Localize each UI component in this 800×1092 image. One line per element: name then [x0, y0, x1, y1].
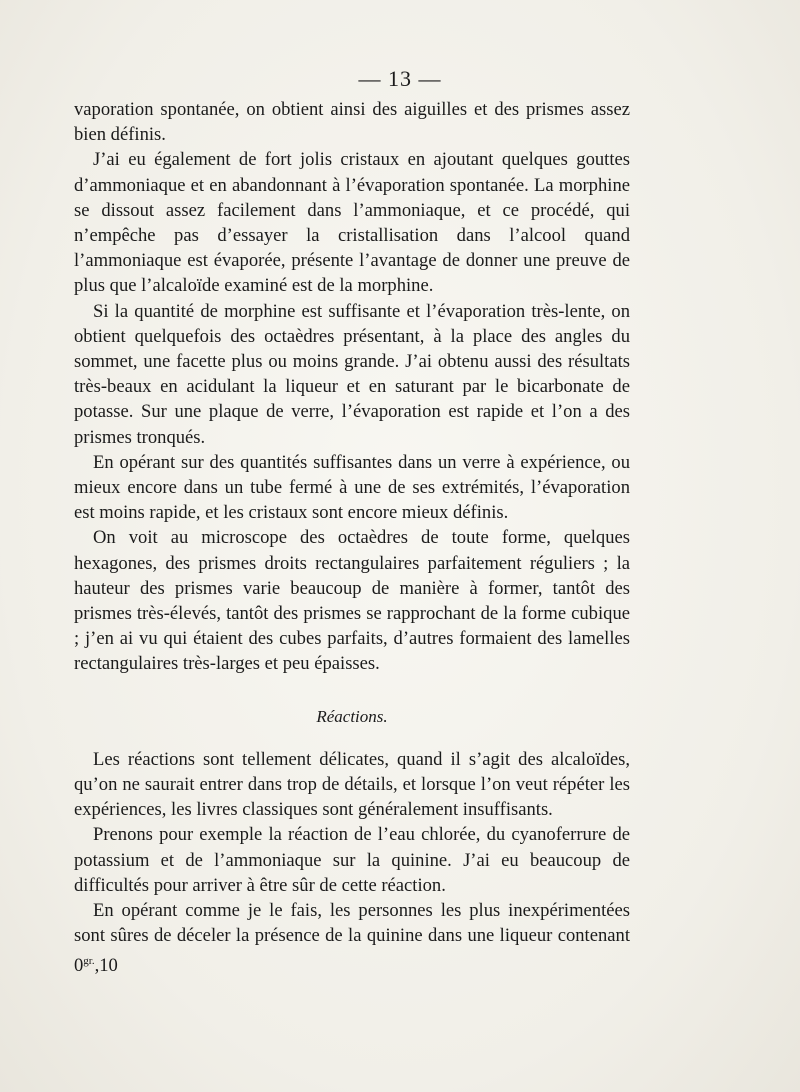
paragraph: Les réactions sont tellement délicates, quand il s’agit des alcaloïdes, qu’on ne saurait entrer dans trop de détails, et lorsque l’on veut répéter les expériences, les livres classiques sont généralement insuffisants.: [74, 748, 630, 821]
gram-abbreviation: gr.: [83, 954, 95, 967]
paragraph: Si la quantité de morphine est suffisante et l’évaporation très-lente, on obtient quelquefois des octaèdres présentant, à la place des angles du sommet, une facette plus ou moins grande. J’ai obtenu aussi des résultats très-beaux en acidulant la liqueur et en saturant par le bicarbonate de potasse. Sur une plaque de verre, l’évaporation est rapide et l’on a des prismes tronqués.: [74, 300, 630, 448]
paragraph: En opérant sur des quantités suffisantes dans un verre à expérience, ou mieux encore dans un tube fermé à une de ses extrémités, l’évaporation est moins rapide, et les cristaux sont encore mieux définis.: [74, 451, 630, 524]
body-text: [74, 97, 630, 978]
paragraph: J’ai eu également de fort jolis cristaux en ajoutant quelques gouttes d’ammoniaque et en abandonnant à l’évaporation spontanée. La morphine se dissout assez facilement dans l’ammoniaque, et ce procédé, qui n’empêche pas d’essayer la cristallisation dans l’alcool quand l’ammoniaque est évaporée, présente l’avantage de donner une preuve de plus que l’alcaloïde examiné est de la morphine.: [74, 149, 630, 297]
section-heading: Réactions.: [316, 706, 388, 726]
page-number: — 13 —: [358, 66, 442, 91]
paragraph-text: En opérant comme je le fais, les personnes les plus inexpérimentées sont sûres de déceler la présence de la quinine dans une liqueur contenant 0: [74, 900, 630, 976]
paragraph-continued: vaporation spontanée, on obtient ainsi des aiguilles et des prismes assez bien définis.: [74, 99, 630, 146]
paragraph-last: [74, 898, 630, 978]
paragraph: On voit au microscope des octaèdres de toute forme, quelques hexagones, des prismes droits rectangulaires parfaitement réguliers ; la hauteur des prismes varie beaucoup de manière à former, tantôt des prismes très-élevés, tantôt des prismes se rapprochant de la forme cubique ; j’en ai vu qui étaient des cubes parfaits, d’autres formaient des lamelles rectangulaires très-larges et peu épaisses.: [74, 527, 630, 675]
paragraph: Prenons pour exemple la réaction de l’eau chlorée, du cyanoferrure de potassium et de l’ammoniaque sur la quinine. J’ai eu beaucoup de difficultés pour arriver à être sûr de cette réaction.: [74, 824, 630, 896]
quantity-value: ,10: [94, 954, 118, 976]
